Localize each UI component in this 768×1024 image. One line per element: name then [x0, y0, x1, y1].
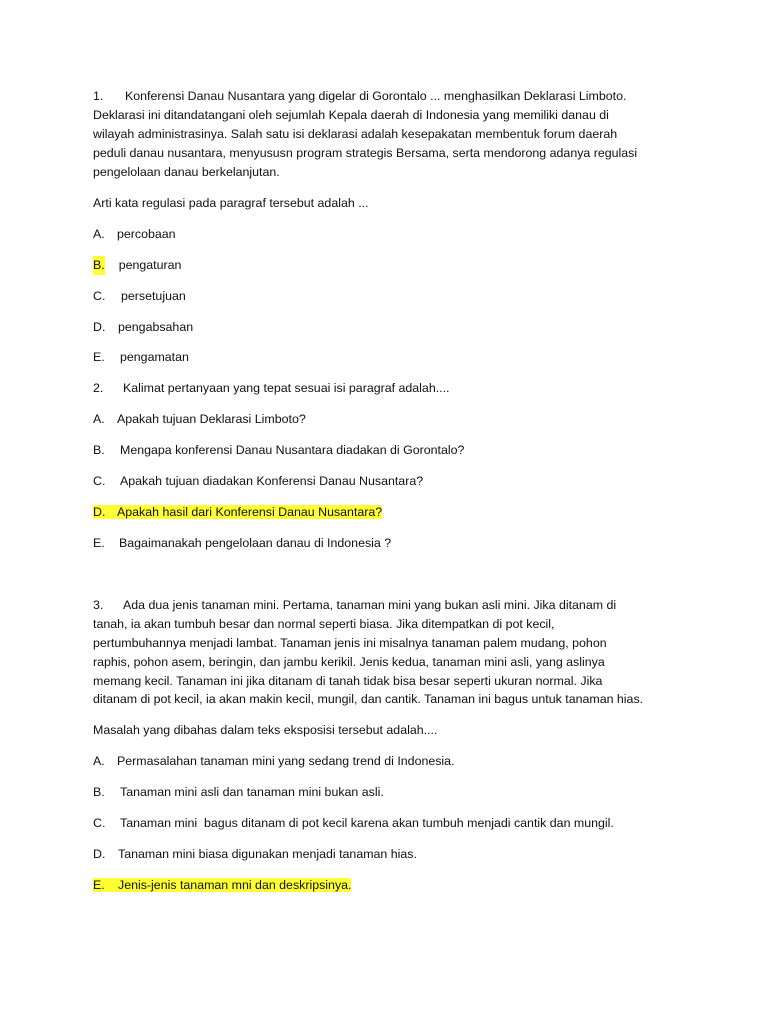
q1-number: 1.: [93, 89, 104, 103]
q1-question: Arti kata regulasi pada paragraf tersebut adalah ...: [93, 196, 369, 210]
q1-option-a[interactable]: [93, 225, 176, 244]
q3-option-e[interactable]: [93, 876, 351, 895]
option-text: Tanaman mini asli dan tanaman mini bukan asli.: [120, 785, 384, 799]
option-text: Apakah tujuan diadakan Konferensi Danau Nusantara?: [120, 474, 424, 488]
q3-option-a[interactable]: [93, 752, 455, 771]
option-letter: A.: [93, 227, 105, 241]
option-letter: B.: [93, 785, 105, 799]
option-text: pengamatan: [120, 350, 189, 364]
option-text: Apakah tujuan Deklarasi Limboto?: [117, 412, 306, 426]
q3-option-d[interactable]: [93, 845, 417, 864]
option-text: pengaturan: [118, 258, 182, 272]
option-letter: E.: [93, 536, 105, 550]
q2-option-e[interactable]: [93, 534, 391, 553]
option-text: Apakah hasil dari Konferensi Danau Nusantara?: [117, 505, 383, 519]
q2-question-line: [93, 379, 450, 398]
q1-first-line-text: Konferensi Danau Nusantara yang digelar di Gorontalo ... menghasilkan Deklarasi Limboto.: [125, 89, 627, 103]
q3-passage-line: memang kecil. Tanaman ini jika ditanam di tanah tidak bisa besar seperti ukuran normal. Jika: [93, 674, 603, 688]
option-text: Tanaman mini bagus ditanam di pot kecil karena akan tumbuh menjadi cantik dan mungil.: [120, 816, 614, 830]
option-letter: D.: [93, 847, 106, 861]
q3-passage-line: tanah, ia akan tumbuh besar dan normal seperti biasa. Jika ditempatkan di pot kecil,: [93, 617, 555, 631]
option-letter: E.: [93, 878, 105, 892]
q2-question: Kalimat pertanyaan yang tepat sesuai isi paragraf adalah....: [123, 381, 450, 395]
q2-option-d[interactable]: [93, 503, 382, 522]
option-text: percobaan: [117, 227, 176, 241]
option-letter: E.: [93, 350, 105, 364]
q1-passage-line: Deklarasi ini ditandatangani oleh sejumlah Kepala daerah di Indonesia yang memiliki danau di: [93, 108, 609, 122]
option-text: Mengapa konferensi Danau Nusantara diadakan di Gorontalo?: [120, 443, 465, 457]
option-text: Jenis-jenis tanaman mni dan deskripsinya.: [118, 878, 352, 892]
q1-option-c[interactable]: [93, 287, 186, 306]
q3-number: 3.: [93, 598, 104, 612]
option-letter: D.: [93, 505, 106, 519]
q3-passage-line: pertumbuhannya menjadi lambat. Tanaman jenis ini misalnya tanaman palem mudang, pohon: [93, 636, 607, 650]
option-letter: C.: [93, 816, 106, 830]
option-text: Tanaman mini biasa digunakan menjadi tanaman hias.: [118, 847, 417, 861]
q2-option-b[interactable]: [93, 441, 464, 460]
q3-passage-line: raphis, pohon asem, beringin, dan jambu kerikil. Jenis kedua, tanaman mini asli, yang aslinya: [93, 655, 605, 669]
option-letter-highlighted: B.: [93, 256, 105, 275]
q1-option-e[interactable]: [93, 348, 189, 367]
q3-first-line: [93, 596, 616, 615]
q1-passage-line: wilayah administrasinya. Salah satu isi deklarasi adalah kesepakatan membentuk forum daerah: [93, 127, 618, 141]
q3-question: Masalah yang dibahas dalam teks eksposisi tersebut adalah....: [93, 723, 438, 737]
option-letter: D.: [93, 320, 106, 334]
q3-option-b[interactable]: [93, 783, 384, 802]
q2-option-a[interactable]: [93, 410, 306, 429]
q2-number: 2.: [93, 381, 104, 395]
highlighted-answer: [93, 878, 351, 892]
option-letter: A.: [93, 412, 105, 426]
q1-first-line: [93, 87, 626, 106]
highlighted-answer: [93, 505, 382, 519]
q3-passage-line: ditanam di pot kecil, ia akan makin kecil, mungil, dan cantik. Tanaman ini bagus untuk tanaman hias.: [93, 692, 644, 706]
q1-option-b[interactable]: [93, 256, 181, 275]
option-text: persetujuan: [121, 289, 186, 303]
option-letter: B.: [93, 443, 105, 457]
option-letter: A.: [93, 754, 105, 768]
q3-first-line-text: Ada dua jenis tanaman mini. Pertama, tanaman mini yang bukan asli mini. Jika ditanam di: [123, 598, 617, 612]
q1-option-d[interactable]: [93, 318, 193, 337]
q3-option-c[interactable]: [93, 814, 614, 833]
q1-passage-line: peduli danau nusantara, menyususn program strategis Bersama, serta mendorong adanya regulasi: [93, 146, 638, 160]
option-text: pengabsahan: [118, 320, 194, 334]
option-letter: C.: [93, 474, 106, 488]
q1-passage-line: pengelolaan danau berkelanjutan.: [93, 165, 280, 179]
option-letter: C.: [93, 289, 106, 303]
option-text: Bagaimanakah pengelolaan danau di Indonesia ?: [119, 536, 392, 550]
q2-option-c[interactable]: [93, 472, 423, 491]
option-text: Permasalahan tanaman mini yang sedang trend di Indonesia.: [117, 754, 455, 768]
